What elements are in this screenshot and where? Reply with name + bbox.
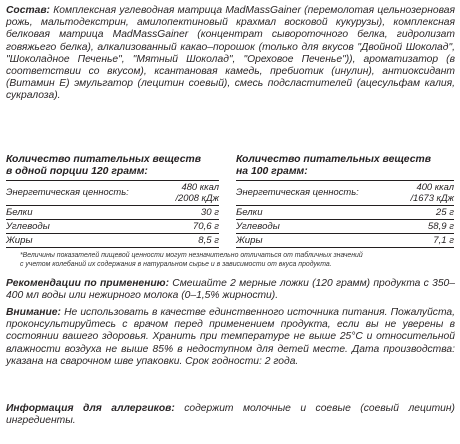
divider	[236, 247, 454, 248]
table-row	[6, 207, 219, 218]
allergens-section	[6, 403, 455, 427]
nutrient-value: 25 г	[435, 207, 454, 218]
nutrient-name: Жиры	[236, 235, 263, 246]
divider	[6, 205, 219, 206]
divider	[236, 233, 454, 234]
table-row	[6, 221, 219, 232]
composition-label: Состав:	[6, 5, 50, 16]
nutrient-name: Жиры	[6, 235, 33, 246]
divider	[236, 219, 454, 220]
energy-value: 480 ккал /2008 кДж	[175, 181, 219, 203]
nutrient-name: Белки	[236, 207, 263, 218]
nutrition-per-100g-title: Количество питательных веществ на 100 грамм:	[236, 154, 432, 178]
composition-text: Комплексная углеводная матрица MadMassGainer (перемолотая цельнозерновая рожь, мальтодекстрин, амилопектиновый крахмал восковой кукурузы), комплексная белковая матрица MadMassGainer (концентрат сывороточного белка, гидролизат говяжьего белка), алкализованный какао–порошок (только для вкусов "Двойной Шоколад", "Шоколадное Печенье", "Мятный Шоколад", "Ореховое Печенье")), ароматизатор (в соответствии со вкусом), ксантановая камедь, пребиотик (инулин), антиоксидант (Витамин Е) эмульгатор (лецитин соевый), смесь подсластителей (ацесульфам калия, сукралоза).	[6, 5, 455, 102]
table-row	[236, 207, 454, 218]
nutrient-value: 8,5 г	[198, 235, 219, 246]
allergens-text: содержит молочные и соевые (соевый лецитин) ингредиенты.	[6, 403, 455, 427]
nutrient-value: 30 г	[200, 207, 219, 218]
composition-section	[6, 5, 455, 103]
energy-label: Энергетическая ценность:	[6, 186, 129, 197]
table-row	[6, 235, 219, 246]
energy-label: Энергетическая ценность:	[236, 186, 359, 197]
recommendations-section	[6, 278, 455, 302]
footnote: *Величины показателей пищевой ценности могут незначительно отличаться от табличных значений с учетом колебаний их содержания в натуральном сырье и в зависимости от вкуса продукта.	[20, 252, 363, 268]
nutrition-per-serving-title: Количество питательных веществ в одной порции 120 грамм:	[6, 154, 202, 178]
divider	[6, 233, 219, 234]
table-row	[236, 235, 454, 246]
divider	[236, 205, 454, 206]
recommendations-text: Смешайте 2 мерные ложки (120 грамм) продукта с 350–400 мл воды или нежирного молока (0–1,5% жирности).	[6, 278, 455, 302]
divider	[6, 219, 219, 220]
energy-row-serving	[6, 182, 219, 204]
table-row	[236, 221, 454, 232]
allergens-label: Информация для аллергиков:	[6, 403, 175, 414]
energy-row-100g	[236, 182, 454, 204]
recommendations-label: Рекомендации по применению:	[6, 278, 169, 289]
attention-label: Внимание:	[6, 307, 61, 318]
nutrient-value: 58,9 г	[427, 221, 454, 232]
divider	[6, 247, 219, 248]
energy-value: 400 ккал /1673 кДж	[410, 181, 454, 203]
attention-section	[6, 307, 455, 368]
nutrient-value: 7,1 г	[433, 235, 454, 246]
nutrient-name: Углеводы	[6, 221, 50, 232]
attention-text: Не использовать в качестве единственного источника питания. Пожалуйста, проконсультируйтесь с врачом перед применением продукта, если вы не уверены в состоянии вашего здоровья. Хранить при температуре не выше 25°С и относительной влажности воздуха не выше 85% в недоступном для детей месте. Дата производства: указана на сварочном шве упаковки. Срок годности: 2 года.	[6, 307, 455, 367]
nutrient-name: Белки	[6, 207, 33, 218]
nutrient-name: Углеводы	[236, 221, 280, 232]
nutrient-value: 70,6 г	[192, 221, 219, 232]
